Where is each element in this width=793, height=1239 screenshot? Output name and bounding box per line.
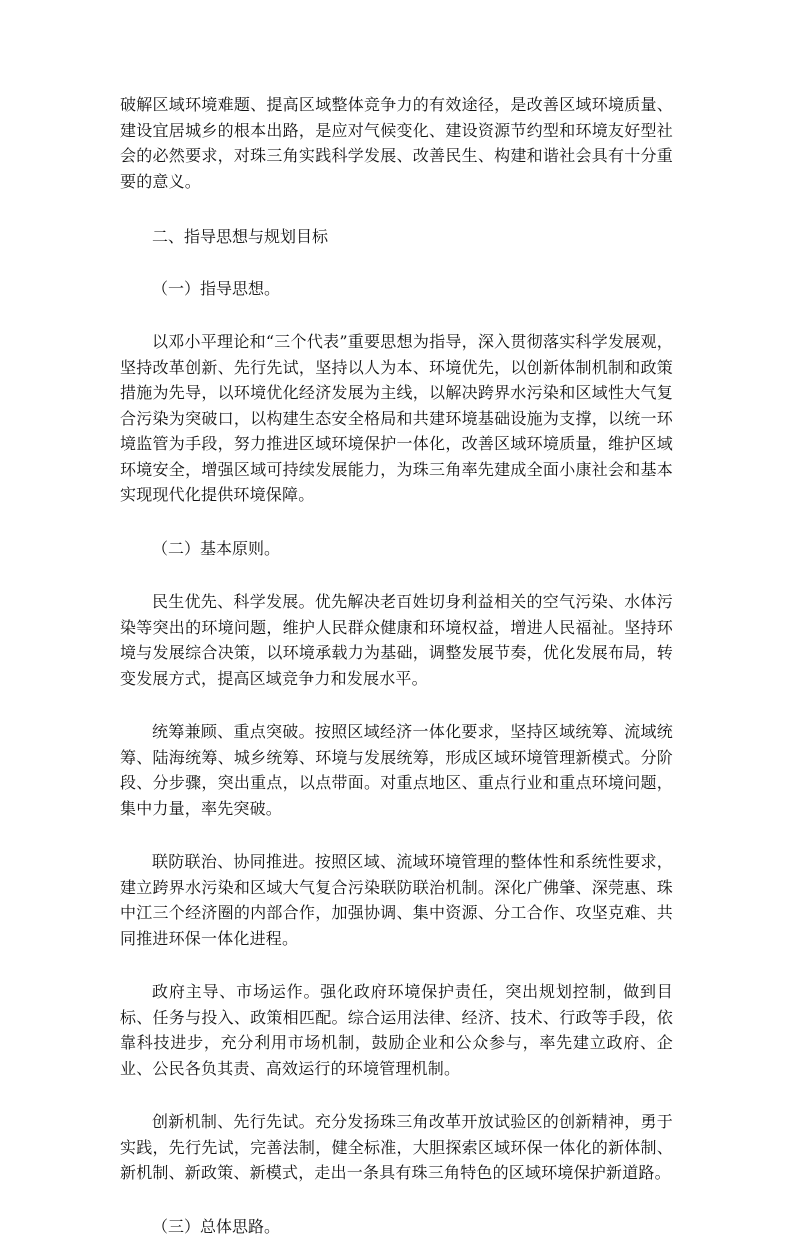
paragraph-principle-overall-planning: 统筹兼顾、重点突破。按照区域经济一体化要求，坚持区域统筹、流域统筹、陆海统筹、城乡统筹、环境与发展统筹，形成区域环境管理新模式。分阶段、分步骤，突出重点，以点带面。对重点地区、重点行业和重点环境问题，集中力量，率先突破。 bbox=[120, 719, 673, 821]
paragraph-intro-continuation: 破解区域环境难题、提高区域整体竞争力的有效途径，是改善区域环境质量、建设宜居城乡的根本出路，是应对气候变化、建设资源节约型和环境友好型社会的必然要求，对珠三角实践科学发展、改善民生、构建和谐社会具有十分重要的意义。 bbox=[120, 92, 673, 194]
paragraph-principle-livelihood-first: 民生优先、科学发展。优先解决老百姓切身利益相关的空气污染、水体污染等突出的环境问题，维护人民群众健康和环境权益，增进人民福祉。坚持环境与发展综合决策，以环境承载力为基础，调整发展节奏，优化发展布局，转变发展方式，提高区域竞争力和发展水平。 bbox=[120, 589, 673, 691]
paragraph-principle-innovation: 创新机制、先行先试。充分发扬珠三角改革开放试验区的创新精神，勇于实践，先行先试，完善法制，健全标准，大胆探索区域环保一体化的新体制、新机制、新政策、新模式，走出一条具有珠三角特色的区域环境保护新道路。 bbox=[120, 1109, 673, 1186]
subsection-heading-overall-approach: （三）总体思路。 bbox=[120, 1214, 673, 1239]
paragraph-principle-joint-prevention: 联防联治、协同推进。按照区域、流域环境管理的整体性和系统性要求，建立跨界水污染和区域大气复合污染联防联治机制。深化广佛肇、深莞惠、珠中江三个经济圈的内部合作，加强协调、集中资源、分工合作、攻坚克难、共同推进环保一体化进程。 bbox=[120, 849, 673, 951]
document-page bbox=[120, 92, 673, 1239]
section-heading-guiding-thought-and-goals: 二、指导思想与规划目标 bbox=[120, 224, 673, 250]
paragraph-guiding-thought: 以邓小平理论和“三个代表”重要思想为指导，深入贯彻落实科学发展观，坚持改革创新、先行先试，坚持以人为本、环境优先，以创新体制机制和政策措施为先导，以环境优化经济发展为主线，以解决跨界水污染和区域性大气复合污染为突破口，以构建生态安全格局和共建环境基础设施为支撑，以统一环境监管为手段，努力推进区域环境保护一体化，改善区域环境质量，维护区域环境安全，增强区域可持续发展能力，为珠三角率先建成全面小康社会和基本实现现代化提供环境保障。 bbox=[120, 329, 673, 508]
subsection-heading-basic-principles: （二）基本原则。 bbox=[120, 536, 673, 562]
subsection-heading-guiding-thought: （一）指导思想。 bbox=[120, 276, 673, 302]
paragraph-principle-government-led: 政府主导、市场运作。强化政府环境保护责任，突出规划控制，做到目标、任务与投入、政策相匹配。综合运用法律、经济、技术、行政等手段，依靠科技进步，充分利用市场机制，鼓励企业和公众参与，率先建立政府、企业、公民各负其责、高效运行的环境管理机制。 bbox=[120, 979, 673, 1081]
